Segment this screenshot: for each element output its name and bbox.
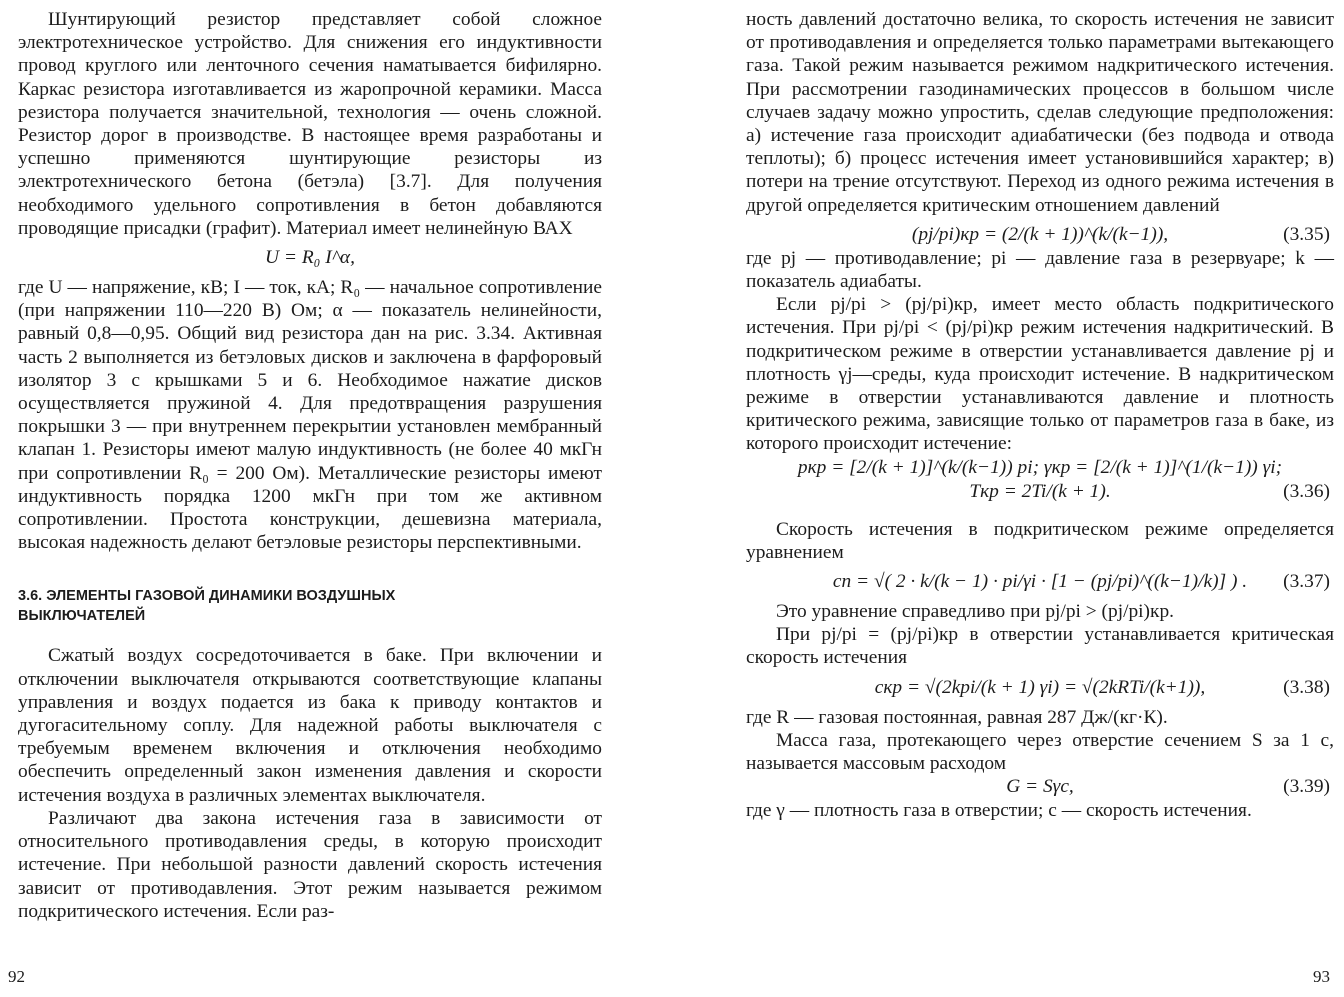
paragraph: Шунтирующий резистор представляет собой сложное электротехническое устройство. Для снижения его индуктивности провод круглого или ленточного сечения наматывается бифилярно. Каркас резистора изготавливается из жаропрочной керамики. Масса резистора получается значительной, технология — очень сложной. Резистор дорог в производстве. В настоящее время разработаны и успешно применяются шунтирующие резисторы из электротехнического бетона (бетэла) [3.7]. Для получения необходимого удельного сопротивления в бетон добавляются проводящие присадки (графит). Материал имеет нелинейную ВАХ (18, 9, 602, 239)
formula-expression: Tкр = 2Ti/(k + 1). (969, 480, 1111, 502)
paragraph: Если pj/pi > (pj/pi)кр, имеет место область подкритического истечения. При pj/pi < (pj/pi)кр режим истечения надкритический. В подкритическом режиме в отверстии устанавливается давление pj и плотность γj—среды, куда происходит истечение. В надкритическом режиме в отверстии устанавливаются давление и плотность критического режима, зависящие только от параметров газа в баке, из которого происходит истечение: (746, 294, 1334, 455)
page-number: 92 (8, 967, 25, 986)
paragraph: где γ — плотность газа в отверстии; c — скорость истечения. (746, 800, 1252, 822)
right-page (746, 8, 1334, 822)
formula-expression: G = Sγc, (1006, 776, 1074, 798)
paragraph: Сжатый воздух сосредоточивается в баке. При включении и отключении выключателя открываются соответствующие клапаны управления и воздух подается из бака к приводу контактов и дугогасительному соплу. Для надежной работы выключателя с требуемым временем включения и отключения необходимо обеспечить определенный закон изменения давления и скорости истечения воздуха в различных элементах выключателя. (18, 645, 602, 806)
formula-expression: (pj/pi)кр = (2/(k + 1))^(k/(k−1)), (911, 223, 1169, 245)
page-number: 93 (1313, 967, 1330, 986)
equation-number: (3.35) (1283, 223, 1330, 245)
formula-expression: cкр = √(2kpi/(k + 1) γi) = √(2kRTi/(k+1)), (874, 676, 1206, 698)
formula-3-37 (746, 570, 1334, 594)
formula-3-39 (746, 775, 1334, 799)
formula-3-38 (746, 676, 1334, 700)
paragraph: Это уравнение справедливо при pj/pi > (pj/pi)кр. (776, 601, 1174, 623)
paragraph: где R — газовая постоянная, равная 287 Дж/(кг·К). (746, 706, 1168, 728)
paragraph: При pj/pi = (pj/pi)кр в отверстии устанавливается критическая скорость истечения (746, 624, 1334, 669)
formula-expression: pкр = [2/(k + 1)]^(k/(k−1)) pi; γкр = [2/(k + 1)]^(1/(k−1)) γi; (797, 456, 1283, 478)
paragraph: Скорость истечения в подкритическом режиме определяется уравнением (746, 518, 1334, 563)
formula-3-35 (746, 223, 1334, 247)
equation-number: (3.39) (1283, 776, 1330, 798)
section-heading: 3.6. ЭЛЕМЕНТЫ ГАЗОВОЙ ДИНАМИКИ ВОЗДУШНЫХ ВЫКЛЮЧАТЕЛЕЙ (18, 588, 396, 625)
left-page (18, 8, 602, 923)
formula-3-36a (746, 456, 1334, 480)
formula: U = R₀ I^α, (265, 247, 355, 269)
formula-3-36b (746, 480, 1334, 504)
paragraph: где pj — противодавление; pi — давление газа в резервуаре; k — показатель адиабаты. (746, 247, 1334, 293)
paragraph: где U — напряжение, кВ; I — ток, кА; R₀ — начальное сопротивление (при напряжении 110—220 В) Ом; α — показатель нелинейности, равный 0,8—0,95. Общий вид резистора дан на рис. 3.34. Активная часть 2 выполняется из бетэловых дисков и заключена в фарфоровый изолятор 3 с крышками 5 и 6. Необходимое нажатие дисков осуществляется пружиной 4. Для предотвращения разрушения покрышки 3 — при внутреннем перекрытии установлен мембранный клапан 1. Резисторы имеют малую индуктивность (не более 40 мкГн при сопротивлении R₀ = 200 Ом). Металлические резисторы имеют индуктивность порядка 1200 мкГн при том же активном сопротивлении. Простота конструкции, дешевизна материала, высокая надежность делают бетэловые резисторы перспективными. (18, 277, 602, 554)
equation-number: (3.36) (1283, 480, 1330, 502)
paragraph: ность давлений достаточно велика, то скорость истечения не зависит от противодавления и определяется только параметрами вытекающего газа. Такой режим называется режимом надкритического истечения. При рассмотрении газодинамических процессов в большом числе случаев задачу можно упростить, сделав следующие предположения: а) истечение газа происходит адиабатически (без подвода и отвода теплоты); б) процесс истечения имеет установившийся характер; в) потери на трение отсутствуют. Переход из одного режима истечения в другой определяется критическим отношением давлений (746, 9, 1334, 216)
equation-number: (3.37) (1283, 571, 1330, 593)
formula-expression: cп = √( 2 · k/(k − 1) · pi/γi · [1 − (pj/pi)^((k−1)/k)] ) . (832, 571, 1248, 593)
paragraph: Различают два закона истечения газа в зависимости от относительного противодавления среды, в которую происходит истечение. При небольшой разности давлений скорость истечения зависит от противодавления. Этот режим называется режимом подкритического истечения. Если раз- (18, 807, 602, 922)
paragraph: Масса газа, протекающего через отверстие сечением S за 1 с, называется массовым расходом (746, 729, 1334, 775)
equation-number: (3.38) (1283, 676, 1330, 698)
